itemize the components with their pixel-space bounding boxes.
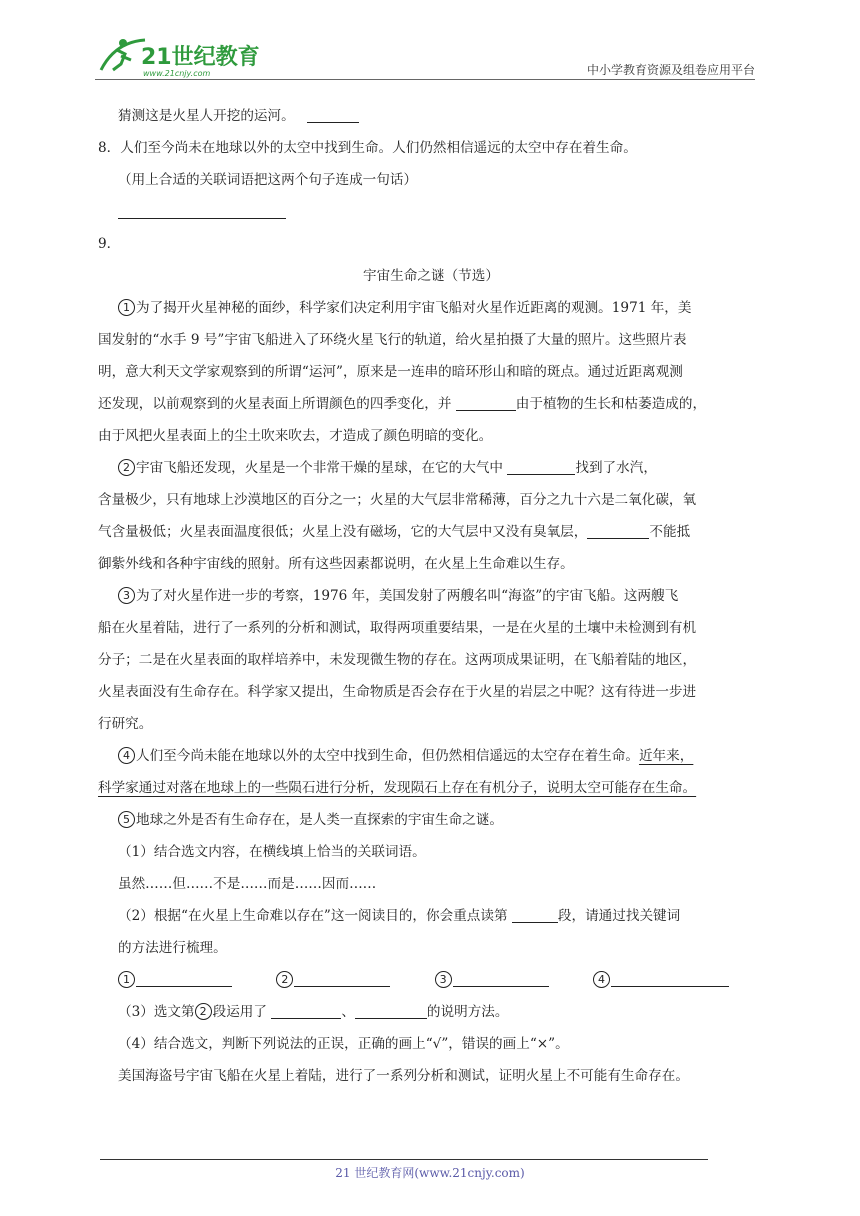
answer-blank[interactable]	[507, 458, 575, 475]
underlined-text: 科学家通过对落在地球上的一些陨石进行分析，发现陨石上存在有机分子，说明太空可能存在生命。	[98, 780, 697, 796]
sub-question-4: （4）结合选文，判断下列说法的正误，正确的画上“√”，错误的画上“×”。	[118, 1036, 569, 1052]
paragraph-marker: 2	[118, 459, 135, 476]
paragraph-marker: 3	[435, 971, 452, 988]
statement-1: 美国海盗号宇宙飞船在火星上着陆，进行了一系列分析和测试，证明火星上不可能有生命存在。	[118, 1068, 689, 1084]
svg-text:www.21cnjy.com: www.21cnjy.com	[143, 69, 211, 78]
answer-blank[interactable]	[611, 970, 729, 987]
answer-blank[interactable]	[271, 1002, 341, 1019]
answer-blank[interactable]	[294, 970, 390, 987]
question-9: 9．	[98, 236, 121, 252]
paragraph-4: 4 人们至今尚未能在地球以外的太空中找到生命，但仍然相信遥远的太空存在着生命。近年来， 科学家通过对落在地球上的一些陨石进行分析，发现陨石上存在有机分子，说明太空可能存在生命。	[98, 748, 697, 796]
answer-blank[interactable]	[587, 522, 649, 539]
paragraph-marker: 5	[118, 811, 135, 828]
paragraph-3: 3 为了对火星作进一步的考察，1976 年，美国发射了两艘名叫“海盗”的宇宙飞船。这两艘飞 船在火星着陆，进行了一系列的分析和测试，取得两项重要结果，一是在火星的土壤中未检测到有机 分子；二是在火星表面的取样培养中，未发现微生物的存在。这两项成果证明，在飞船着陆的地区， 火星表面没有生命存在。科学家又提出，生命物质是否会存在于火星的岩层之中呢？这有待进一步进 行研究。	[98, 588, 697, 732]
logo-21cnjy	[95, 34, 265, 78]
answer-blank[interactable]	[118, 202, 286, 219]
document-body	[98, 100, 764, 1092]
underlined-text: 近年来，	[638, 748, 694, 764]
page-footer: 21 世纪教育网(www.21cnjy.com)	[335, 1166, 525, 1180]
footer-divider	[100, 1159, 708, 1160]
passage-title: 宇宙生命之谜（节选）	[363, 268, 499, 284]
connective-words: 虽然……但……不是……而是……因而……	[118, 876, 377, 892]
paragraph-marker: 1	[118, 971, 135, 988]
paragraph-marker: 4	[118, 747, 135, 764]
answer-blank[interactable]	[355, 1002, 427, 1019]
paragraph-marker: 1	[118, 299, 135, 316]
sub-question-1: （1）结合选文内容，在横线填上恰当的关联词语。	[118, 844, 426, 860]
page-header	[95, 30, 755, 80]
text-line: 猜测这是火星人开挖的运河。	[98, 100, 764, 132]
answer-blank[interactable]	[456, 394, 516, 411]
sub-question-2: （2）根据“在火星上生命难以存在”这一阅读目的，你会重点读第 段，请通过找关键词	[118, 908, 681, 924]
answer-blank[interactable]	[307, 106, 359, 123]
paragraph-marker: 2	[276, 971, 293, 988]
sub-question-2-cont: 的方法进行梳理。	[118, 940, 227, 956]
paragraph-2: 2 宇宙飞船还发现，火星是一个非常干燥的星球，在它的大气中 找到了水汽， 含量极少，只有地球上沙漠地区的百分之一；火星的大气层非常稀薄，百分之九十六是二氧化碳，氧 气含量极低；火星表面温度很低；火星上没有磁场，它的大气层中又没有臭氧层， 不能抵 御紫外线和各种宇宙线的照射。所有这些因素都说明，在火星上生命难以生存。	[98, 460, 697, 572]
paragraph-1: 1 为了揭开火星神秘的面纱，科学家们决定利用宇宙飞船对火星作近距离的观测。1971 年，美 国发射的“水手 9 号”宇宙飞船进入了环绕火星飞行的轨道，给火星拍摄了大量的照片。这些照片表 明，意大利天文学家观察到的所谓“运河”，原来是一连串的暗环形山和暗的斑点。通过近距离观测 还发现，以前观察到的火星表面上所谓颜色的四季变化，并 由于植物的生长和枯萎造成的， 由于风把火星表面上的尘土吹来吹去，才造成了颜色明暗的变化。	[98, 300, 707, 444]
answer-blank[interactable]	[512, 906, 558, 923]
answer-line	[98, 196, 764, 228]
svg-text:21世纪教育: 21世纪教育	[141, 45, 260, 70]
header-divider	[95, 79, 755, 80]
paragraph-5: 5 地球之外是否有生命存在，是人类一直探索的宇宙生命之谜。	[98, 804, 764, 836]
sub-question-3: （3）选文第 2 段运用了 、 的说明方法。	[118, 1004, 509, 1020]
paragraph-marker: 4	[593, 971, 610, 988]
answer-blank[interactable]	[453, 970, 549, 987]
keyword-blanks	[98, 964, 764, 996]
paragraph-marker: 3	[118, 587, 135, 604]
question-8-hint: （用上合适的关联词语把这两个句子连成一句话）	[118, 172, 418, 188]
answer-blank[interactable]	[136, 970, 232, 987]
platform-name: 中小学教育资源及组卷应用平台	[586, 63, 755, 77]
paragraph-marker: 2	[195, 1003, 212, 1020]
question-8: 8．人们至今尚未在地球以外的太空中找到生命。人们仍然相信遥远的太空中存在着生命。	[98, 140, 637, 156]
